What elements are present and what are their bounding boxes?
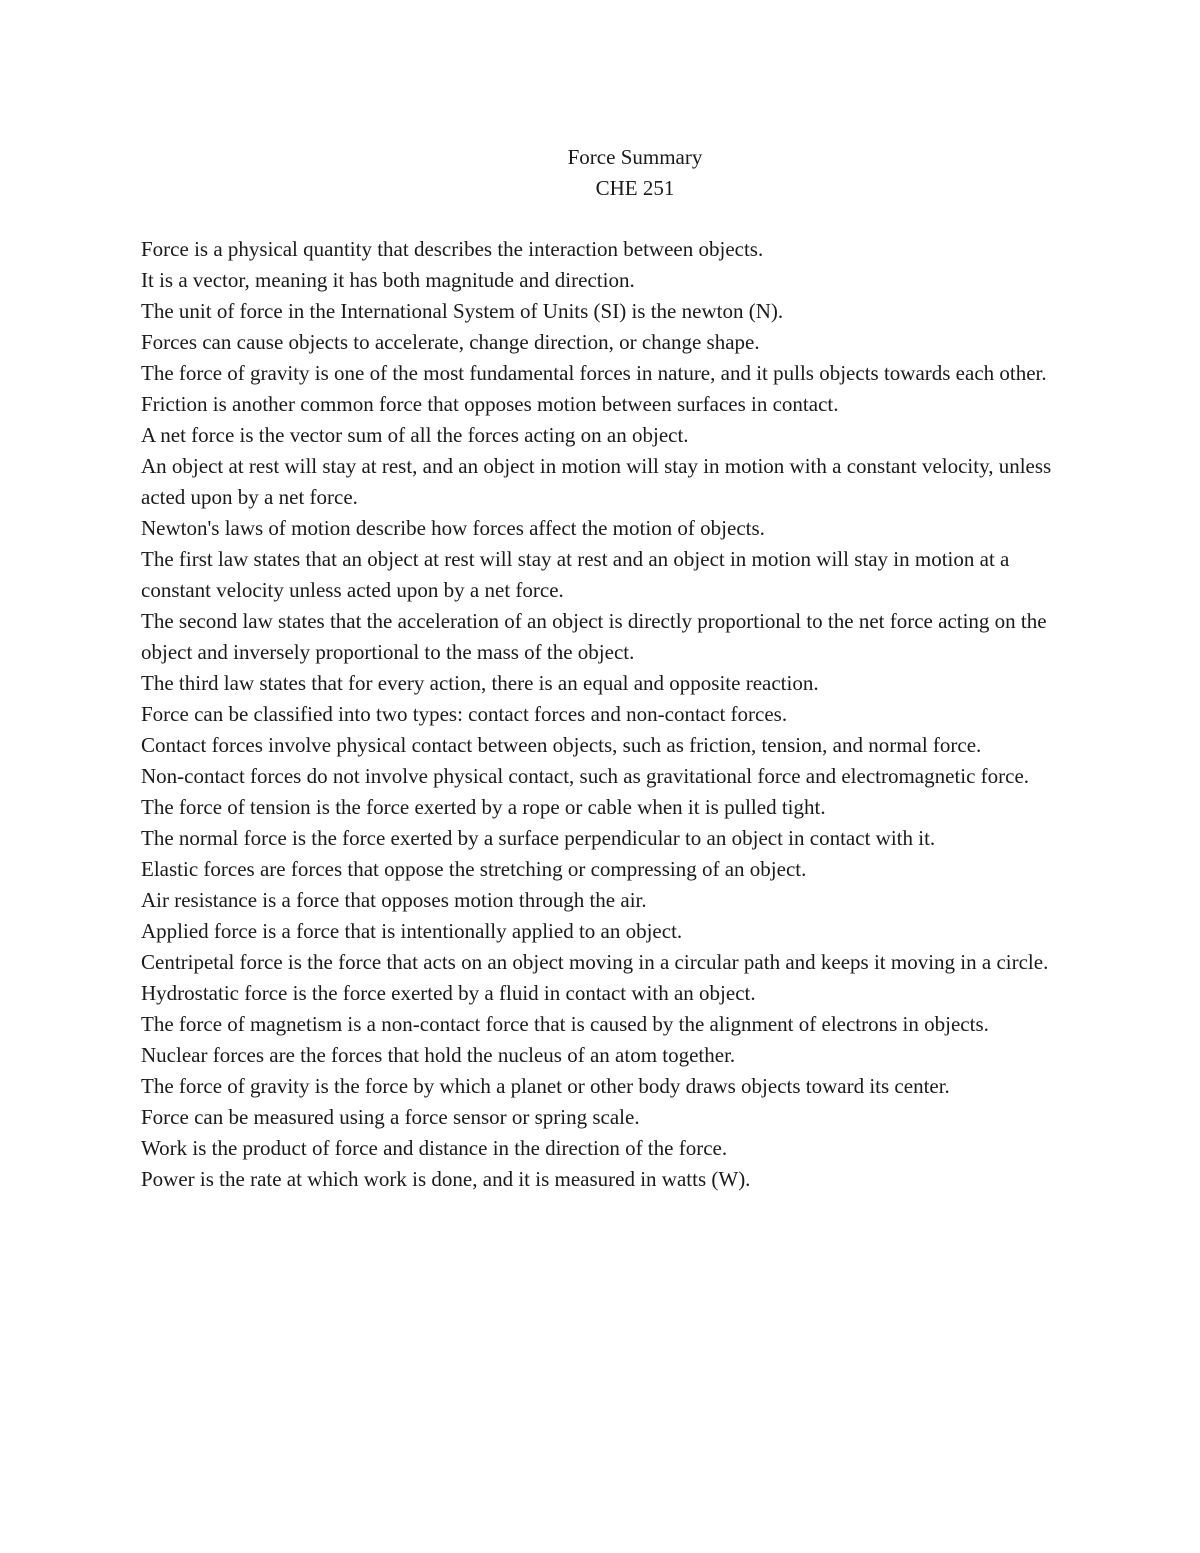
paragraph: The normal force is the force exerted by a surface perpendicular to an object in contact with it. bbox=[141, 826, 936, 850]
paragraph: Force is a physical quantity that describes the interaction between objects. bbox=[141, 237, 764, 261]
paragraph: Centripetal force is the force that acts on an object moving in a circular path and keeps it moving in a circle. bbox=[141, 950, 1049, 974]
paragraph: Elastic forces are forces that oppose the stretching or compressing of an object. bbox=[141, 857, 807, 881]
paragraph: Forces can cause objects to accelerate, change direction, or change shape. bbox=[141, 330, 760, 354]
paragraph: Friction is another common force that opposes motion between surfaces in contact. bbox=[141, 392, 839, 416]
paragraph: Force can be classified into two types: contact forces and non-contact forces. bbox=[141, 702, 788, 726]
document-body bbox=[141, 234, 1061, 1195]
course-code: CHE 251 bbox=[595, 176, 675, 200]
paragraph: Power is the rate at which work is done, and it is measured in watts (W). bbox=[141, 1167, 751, 1191]
paragraph: Nuclear forces are the forces that hold the nucleus of an atom together. bbox=[141, 1043, 736, 1067]
paragraph: The force of gravity is one of the most fundamental forces in nature, and it pulls objects towards each other. bbox=[141, 361, 1047, 385]
paragraph: The force of gravity is the force by which a planet or other body draws objects toward its center. bbox=[141, 1074, 950, 1098]
paragraph: Applied force is a force that is intentionally applied to an object. bbox=[141, 919, 683, 943]
document-title: Force Summary bbox=[567, 145, 703, 169]
paragraph: Non-contact forces do not involve physical contact, such as gravitational force and electromagnetic force. bbox=[141, 764, 1030, 788]
paragraph: An object at rest will stay at rest, and an object in motion will stay in motion with a constant velocity, unless acted upon by a net force. bbox=[141, 454, 1052, 509]
paragraph: The third law states that for every action, there is an equal and opposite reaction. bbox=[141, 671, 819, 695]
paragraph: The second law states that the acceleration of an object is directly proportional to the net force acting on the object and inversely proportional to the mass of the object. bbox=[141, 609, 1047, 664]
paragraph: Newton's laws of motion describe how forces affect the motion of objects. bbox=[141, 516, 765, 540]
paragraph: Work is the product of force and distance in the direction of the force. bbox=[141, 1136, 728, 1160]
paragraph: Force can be measured using a force sensor or spring scale. bbox=[141, 1105, 640, 1129]
paragraph: The force of tension is the force exerted by a rope or cable when it is pulled tight. bbox=[141, 795, 826, 819]
paragraph: A net force is the vector sum of all the forces acting on an object. bbox=[141, 423, 689, 447]
paragraph: The unit of force in the International System of Units (SI) is the newton (N). bbox=[141, 299, 784, 323]
title-block bbox=[0, 142, 1200, 204]
paragraph: The first law states that an object at rest will stay at rest and an object in motion will stay in motion at a constant velocity unless acted upon by a net force. bbox=[141, 547, 1010, 602]
paragraph: The force of magnetism is a non-contact force that is caused by the alignment of electrons in objects. bbox=[141, 1012, 989, 1036]
paragraph: Contact forces involve physical contact between objects, such as friction, tension, and normal force. bbox=[141, 733, 982, 757]
paragraph: Hydrostatic force is the force exerted by a fluid in contact with an object. bbox=[141, 981, 756, 1005]
paragraph: Air resistance is a force that opposes motion through the air. bbox=[141, 888, 647, 912]
paragraph: It is a vector, meaning it has both magnitude and direction. bbox=[141, 268, 635, 292]
